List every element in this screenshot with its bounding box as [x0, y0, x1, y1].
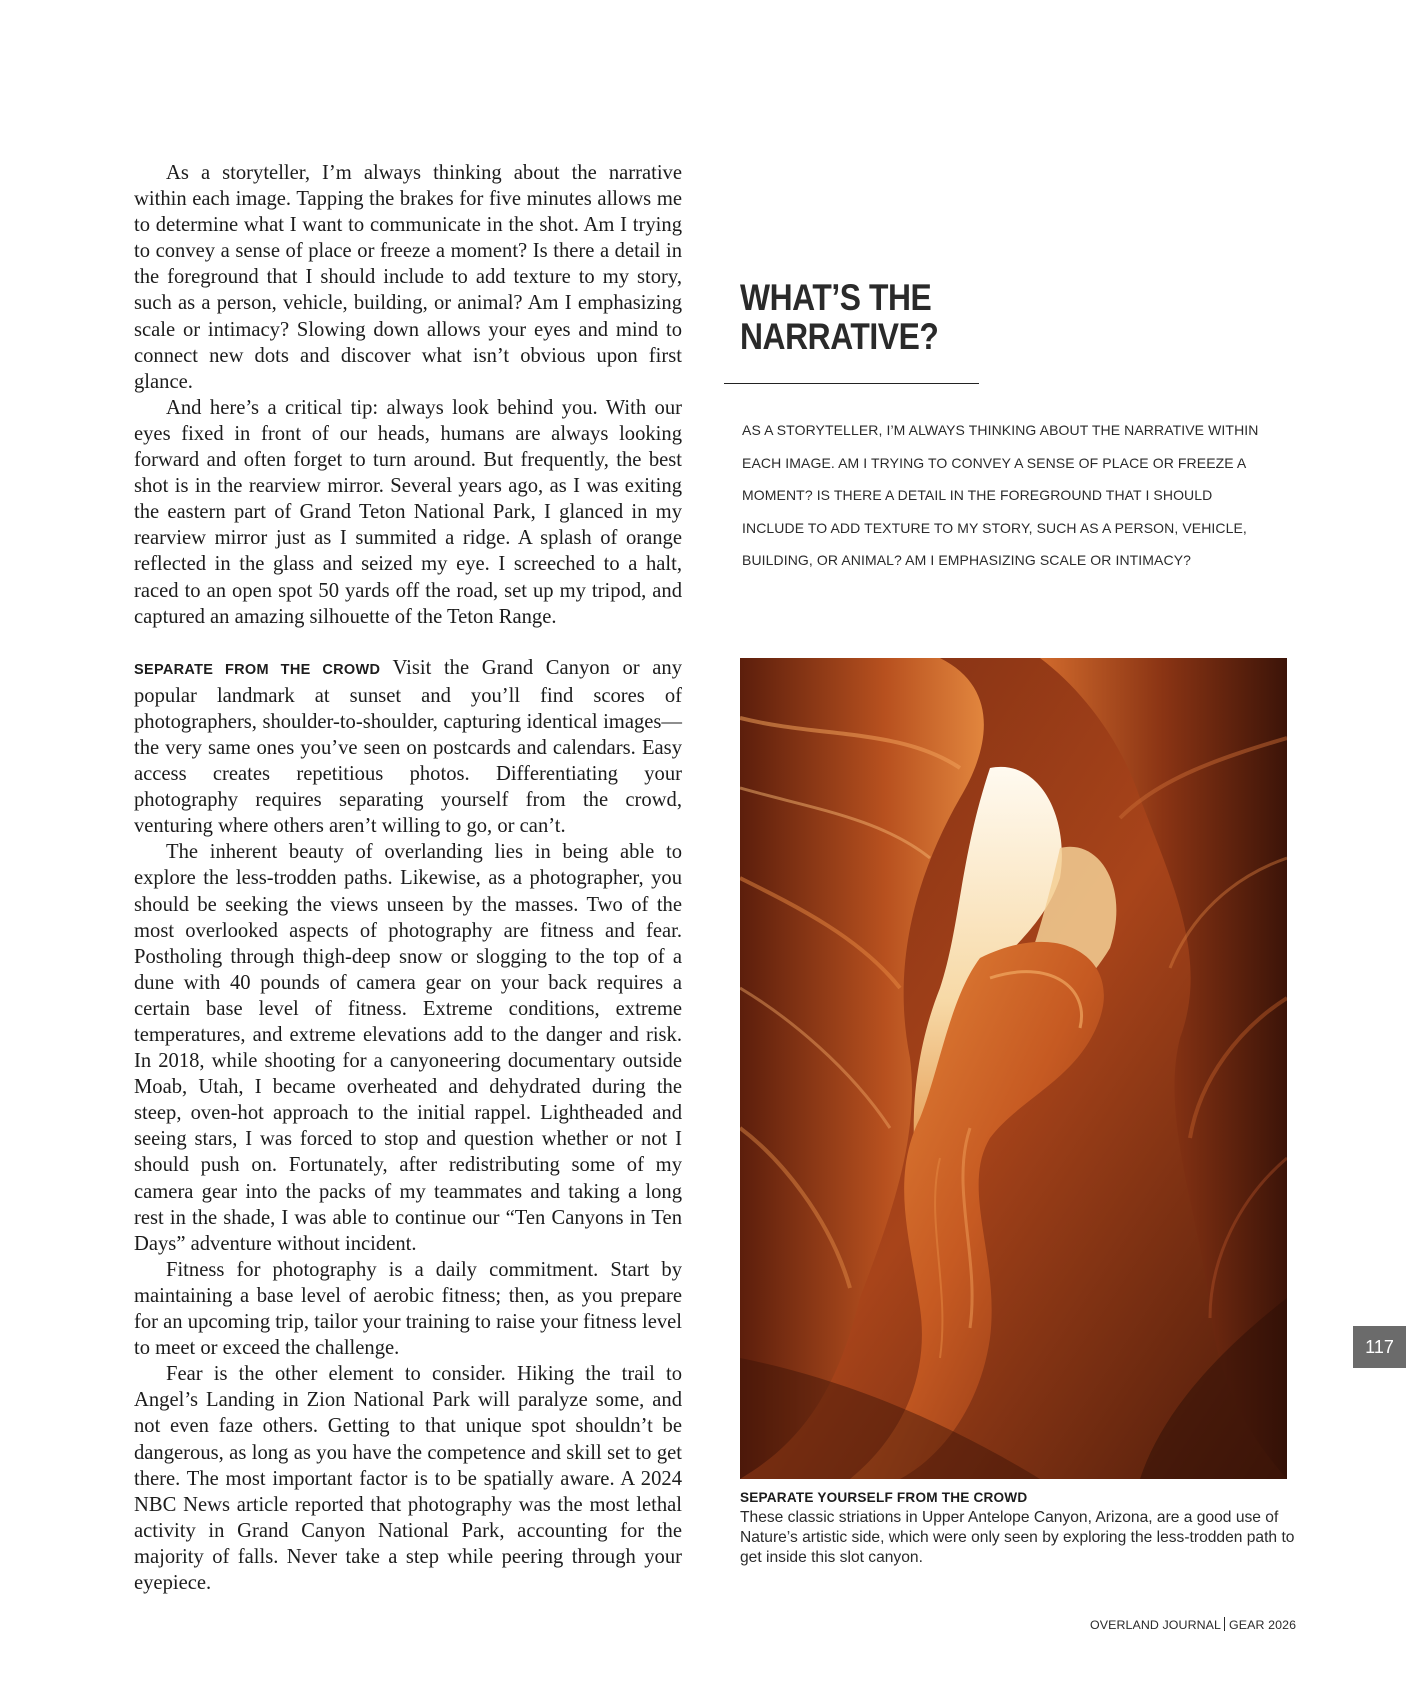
pull-quote: AS A STORYTELLER, I’M ALWAYS THINKING ABOUT THE NARRATIVE WITHIN EACH IMAGE. AM I TRYING TO CONVEY A SENSE OF PLACE OR FREEZE A MOMENT? IS THERE A DETAIL IN THE FOREGROUND THAT I SHOULD INCLUDE TO ADD TEXTURE TO MY STORY, SUCH AS A PERSON, VEHICLE, BUILDING, OR ANIMAL? AM I EMPHASIZING SCALE OR INTIMACY? — [742, 422, 1259, 569]
section-gap — [134, 630, 682, 655]
section-heading: SEPARATE FROM THE CROWD — [134, 661, 381, 678]
canyon-photo-illustration — [740, 658, 1287, 1479]
sidebar-heading-line2: NARRATIVE? — [740, 316, 939, 357]
photo-caption-title: SEPARATE YOURSELF FROM THE CROWD — [740, 1490, 1028, 1505]
page-number-tab: 117 — [1353, 1326, 1406, 1368]
photo-caption-text: These classic striations in Upper Antelope Canyon, Arizona, are a good use of Nature’s artistic side, which were only seen by exploring the less-trodden path to get inside this slot canyon. — [740, 1509, 1295, 1566]
article-paragraph: As a storyteller, I’m always thinking about the narrative within each image. Tapping the brakes for five minutes allows me to determine what I want to communicate in the shot. Am I trying to convey a sense of place or freeze a moment? Is there a detail in the foreground that I should include to add texture to my story, such as a person, vehicle, building, or animal? Am I emphasizing scale or intimacy? Slowing down allows your eyes and mind to connect new dots and discover what isn’t obvious upon first glance. — [134, 162, 682, 393]
article-body — [134, 160, 682, 1596]
article-paragraph: Fitness for photography is a daily commitment. Start by maintaining a base level of aerobic fitness; then, as you prepare for an upcoming trip, tailor your training to raise your fitness level to meet or exceed the challenge. — [134, 1258, 682, 1360]
sidebar-heading-line1: WHAT’S THE — [740, 277, 932, 318]
footer-publication: OVERLAND JOURNAL — [1090, 1618, 1222, 1632]
section-lead-text: Visit the Grand Canyon or any popular landmark at sunset and you’ll find scores of photographers, shoulder-to-shoulder, capturing identical images—the very same ones you’ve seen on postcards and calendars. Easy access creates repetitious photos. Differentiating your photography requires separating yourself from the crowd, venturing where others aren’t willing to go, or can’t. — [134, 656, 682, 838]
sidebar-heading — [740, 278, 998, 356]
article-paragraph: And here’s a critical tip: always look behind you. With our eyes fixed in front of our heads, humans are always looking forward and often forget to turn around. But frequently, the best shot is in the rearview mirror. Several years ago, as I was exiting the eastern part of Grand Teton National Park, I glanced in my rearview mirror just as I summited a ridge. A splash of orange reflected in the glass and seized my eye. I screeched to a halt, raced to an open spot 50 yards off the road, set up my tripod, and captured an amazing silhouette of the Teton Range. — [134, 396, 682, 628]
page-footer — [1090, 1617, 1360, 1632]
article-paragraph: The inherent beauty of overlanding lies in being able to explore the less-trodden paths. Likewise, as a photographer, you should be seeking the views unseen by the masses. Two of the most overlooked aspects of photography are fitness and fear. Postholing through thigh-deep snow or slogging to the top of a dune with 40 pounds of camera gear on your back requires a certain base level of fitness. Extreme conditions, extreme temperatures, and extreme elevations add to the danger and risk. In 2018, while shooting for a canyoneering documentary outside Moab, Utah, I became overheated and dehydrated during the steep, oven-hot approach to the initial rappel. Lightheaded and seeing stars, I was forced to stop and question whether or not I should push on. Fortunately, after redistributing some of my camera gear into the packs of my teammates and taking a long rest in the shade, I was able to continue our “Ten Canyons in Ten Days” adventure without incident. — [134, 841, 682, 1255]
article-paragraph: Fear is the other element to consider. Hiking the trail to Angel’s Landing in Zion National Park will paralyze some, and not even faze others. Getting to that unique spot shouldn’t be dangerous, as long as you have the competence and skill set to get there. The most important factor is to be spatially aware. A 2024 NBC News article reported that photography was the most lethal activity in Grand Canyon National Park, accounting for the majority of falls. Never take a step while peering through your eyepiece. — [134, 1363, 682, 1594]
canyon-photo — [740, 658, 1287, 1479]
section-lead-paragraph — [134, 655, 682, 840]
footer-separator — [1224, 1617, 1225, 1631]
sidebar-divider — [724, 383, 979, 384]
footer-issue: GEAR 2026 — [1229, 1618, 1297, 1632]
